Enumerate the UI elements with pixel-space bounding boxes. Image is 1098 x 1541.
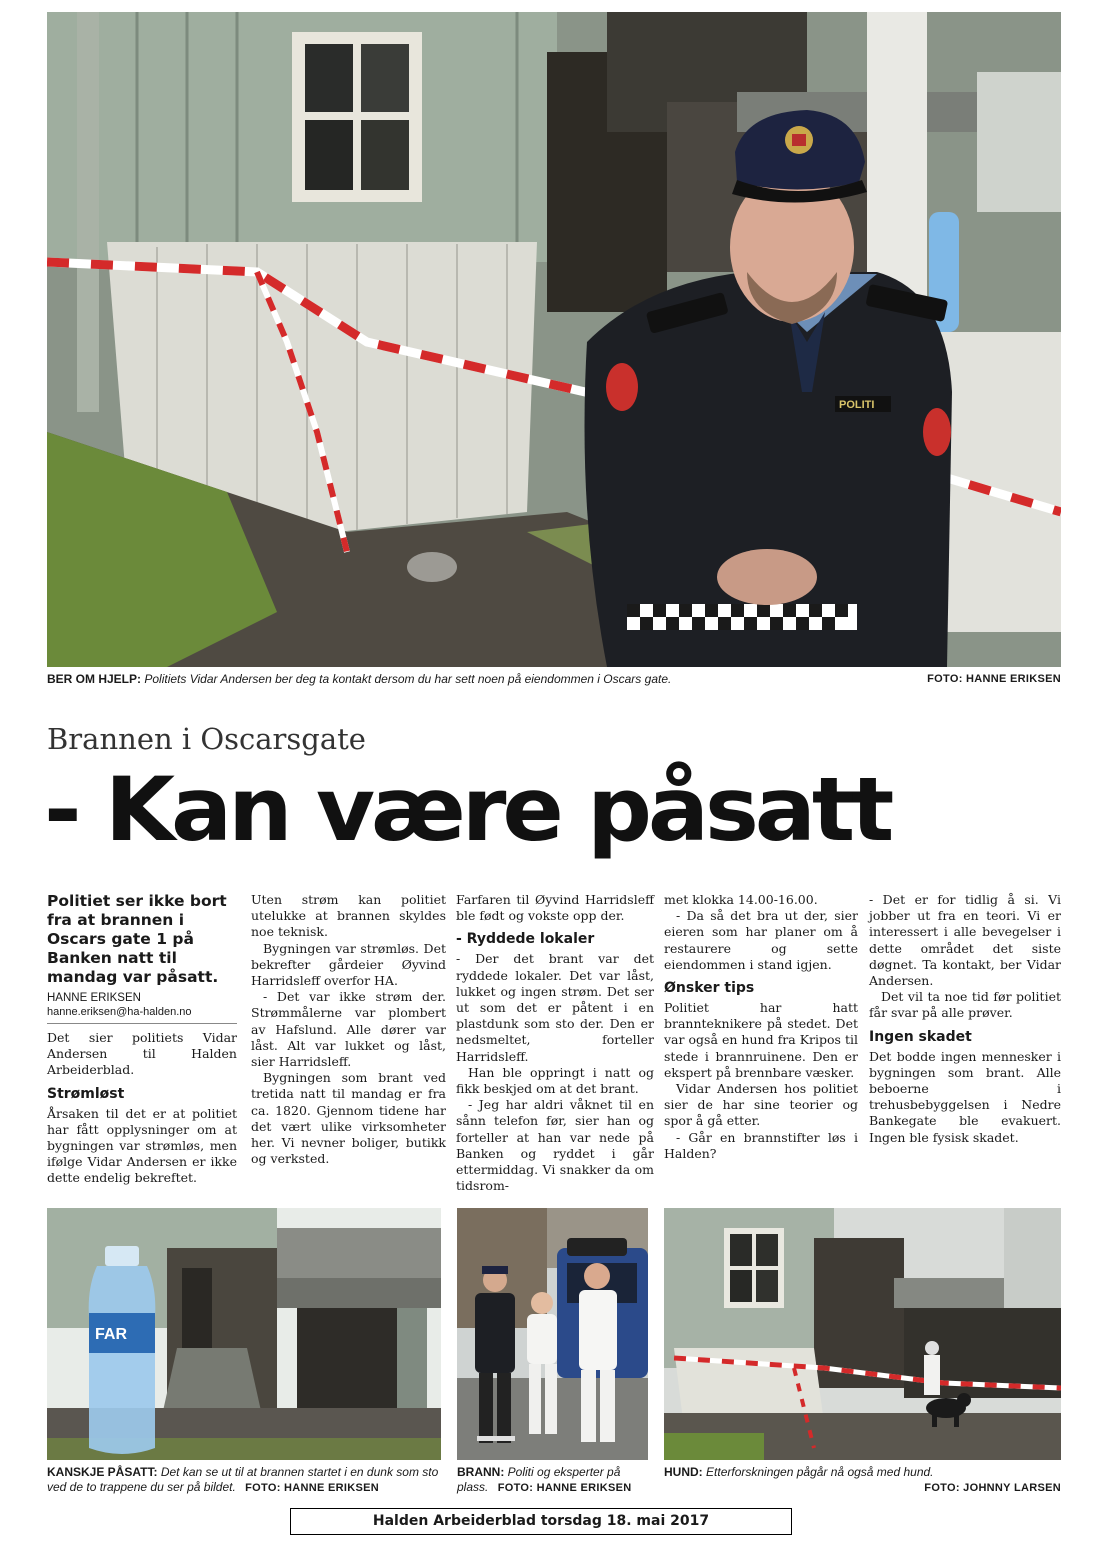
main-photo-credit: FOTO: HANNE ERIKSEN	[927, 673, 1061, 685]
paragraph: Årsaken til det er at politiet har fått opplysninger om at bygningen var strømløs, men ifølge Vidar Andersen er ikke dette endelig bekreftet.	[47, 1105, 237, 1186]
bottle-photo-credit: FOTO: HANNE ERIKSEN	[245, 1482, 379, 1494]
police-chest-badge: POLITI	[839, 399, 875, 411]
paragraph: Det vil ta noe tid før politiet får svar på alle prøver.	[869, 989, 1061, 1021]
byline-email[interactable]: hanne.eriksen@ha-halden.no	[47, 1005, 237, 1024]
bottle-photo	[47, 1208, 441, 1460]
main-photo	[47, 12, 1061, 667]
paragraph: Han ble oppringt i natt og fikk beskjed om at det brant.	[456, 1064, 654, 1097]
dog-photo-credit: FOTO: JOHNNY LARSEN	[924, 1482, 1061, 1494]
byline-name: HANNE ERIKSEN	[47, 992, 141, 1004]
paragraph: met klokka 14.00-16.00.	[664, 892, 818, 907]
paragraph: Det sier politiets Vidar Andersen til Halden Arbeiderblad.	[47, 1030, 237, 1078]
paragraph: Uten strøm kan politiet utelukke at brannen skyldes noe teknisk.	[251, 892, 446, 940]
article-column-5	[869, 892, 1061, 1146]
experts-photo-caption	[457, 1465, 648, 1496]
publication-footer: Halden Arbeiderblad torsdag 18. mai 2017	[290, 1508, 792, 1535]
experts-caption-label: BRANN:	[457, 1465, 505, 1479]
paragraph: Politiet har hatt brannteknikere på stedet. Det var også en hund fra Kripos til stede i brannruinene. Den er ekspert på brennbare væsker.	[664, 1000, 858, 1080]
paragraph: Bygningen var strømløs. Det bekrefter gårdeier Øyvind Harridsleff overfor HA.	[251, 940, 446, 989]
subheading: Ingen skadet	[869, 1028, 972, 1045]
bottle-photo-illustration	[47, 1208, 441, 1460]
main-photo-caption	[47, 672, 1061, 687]
paragraph: Bygningen som brant ved tretida natt til mandag er fra ca. 1820. Gjennom tidene har det vært ulike virksomheter her. Vi nevner boliger, butikk og verksted.	[251, 1070, 446, 1167]
experts-caption-text: Politi og eksperter på plass.	[457, 1465, 621, 1494]
paragraph: Vidar Andersen hos politiet sier de har sine teorier og spor å gå etter.	[664, 1081, 858, 1129]
paragraph: - Det er for tidlig å si. Vi jobber ut fra en teori. Vi er interessert i alle bevegelser i dette området det siste døgnet. Ta kontakt, ber Vidar Andersen.	[869, 892, 1061, 989]
main-photo-illustration	[47, 12, 1061, 667]
dog-photo-illustration	[664, 1208, 1061, 1460]
subheading: Strømløst	[47, 1085, 125, 1102]
experts-photo	[457, 1208, 648, 1460]
article-lead: Politiet ser ikke bort fra at brannen i Oscars gate 1 på Banken natt til mandag var påsatt.	[47, 892, 227, 986]
article-headline: - Kan være påsatt	[44, 758, 891, 861]
dog-photo	[664, 1208, 1061, 1460]
dog-caption-text: Etterforskningen pågår nå også med hund.	[706, 1465, 934, 1479]
paragraph: - Går en brannstifter løs i Halden?	[664, 1129, 858, 1161]
dog-caption-label: HUND:	[664, 1465, 703, 1479]
experts-photo-illustration	[457, 1208, 648, 1460]
article-column-1	[47, 892, 237, 1187]
experts-photo-credit: FOTO: HANNE ERIKSEN	[497, 1482, 632, 1494]
paragraph: - Det var ikke strøm der. Strømmålerne var plombert av Hafslund. Alle dører var låst. Alt var lukket og låst, sier Harridsleff.	[251, 989, 446, 1070]
paragraph: - Der det brant var det ryddede lokaler. Det var låst, lukket og ingen strøm. Det ser ut som det er påtent i en plastdunk som sto der. Den er nedsmeltet, forteller Harridsleff.	[456, 951, 654, 1064]
bottle-label: FAR	[95, 1326, 127, 1343]
bottle-caption-label: KANSKJE PÅSATT:	[47, 1465, 158, 1479]
article-kicker: Brannen i Oscarsgate	[47, 722, 366, 756]
article-column-3	[456, 892, 654, 1194]
article-column-2	[251, 892, 446, 1167]
bottle-photo-caption	[47, 1465, 441, 1496]
paragraph: Det bodde ingen mennesker i bygningen som brant. Alle beboerne i trehusbebyggelsen i Nedre Bankegate ble evakuert. Ingen ble fysisk skadet.	[869, 1048, 1061, 1145]
main-caption-label: BER OM HJELP:	[47, 672, 142, 686]
paragraph: Farfaren til Øyvind Harridsleff ble født og vokste opp der.	[456, 892, 654, 924]
paragraph: - Da så det bra ut der, sier eieren som har planer om å restaurere og sette eiendommen i stand igjen.	[664, 908, 858, 972]
paragraph: - Jeg har aldri våknet til en sånn telefon før, sier han og forteller at han var nede på Banken og ryddet i går ettermiddag. Vi snakker da om tidsrom-	[456, 1097, 654, 1194]
dog-photo-caption	[664, 1465, 1061, 1496]
subheading: Ønsker tips	[664, 980, 755, 997]
main-caption-text: Politiets Vidar Andersen ber deg ta kontakt dersom du har sett noen på eiendommen i Oscars gate.	[144, 672, 672, 686]
article-column-4	[664, 892, 858, 1162]
bottle-caption-text: Det kan se ut til at brannen startet i en dunk som sto ved de to trappene du ser på bildet.	[47, 1465, 439, 1494]
subheading: - Ryddede lokaler	[456, 931, 595, 948]
